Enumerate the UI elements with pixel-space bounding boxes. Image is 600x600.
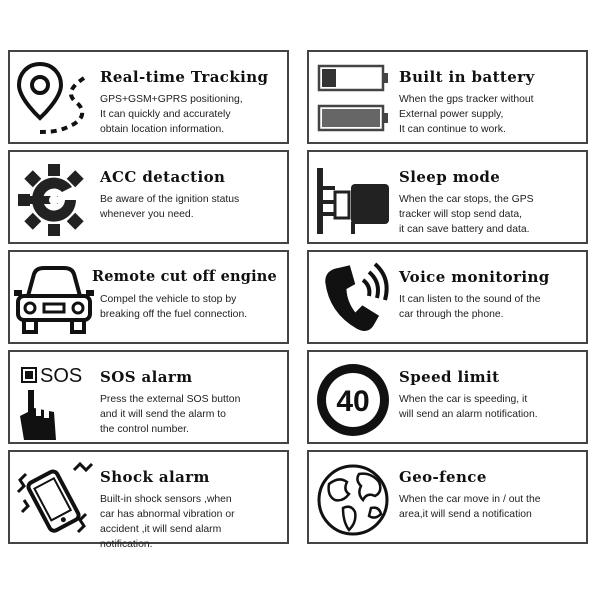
- feature-description: Press the external SOS button and it will send the alarm to the control number.: [100, 394, 241, 435]
- phone-vibration-icon: [14, 456, 94, 540]
- phone-sound-icon: [313, 256, 393, 340]
- feature-description: When the car move in / out the area,it will send a notification: [399, 494, 541, 520]
- feature-card-realtime-tracking: [8, 50, 289, 144]
- feature-card-speed-limit: [307, 350, 588, 444]
- feature-title: SOS alarm: [100, 368, 193, 386]
- sos-button-hand-icon: [14, 356, 94, 440]
- feature-card-acc-detection: [8, 150, 289, 244]
- feature-card-sos-alarm: [8, 350, 289, 444]
- feature-description: Be aware of the ignition status whenever you need.: [100, 194, 240, 220]
- sos-label: SOS: [40, 365, 83, 387]
- feature-card-sleep-mode: [307, 150, 588, 244]
- feature-card-geo-fence: [307, 450, 588, 544]
- feature-title: Geo-fence: [399, 468, 487, 486]
- feature-title: Voice monitoring: [399, 268, 550, 286]
- feature-title: Speed limit: [399, 368, 500, 386]
- feature-card-voice-monitoring: [307, 250, 588, 344]
- feature-title: ACC detaction: [100, 168, 226, 186]
- feature-description: When the car stops, the GPS tracker will stop send data, it can save battery and data.: [399, 194, 534, 235]
- feature-description: Built-in shock sensors ,when car has abnormal vibration or accident ,it will send alarm notification.: [100, 494, 235, 550]
- feature-description: Compel the vehicle to stop by breaking off the fuel connection.: [100, 294, 248, 320]
- speed-limit-value: 40: [336, 385, 370, 418]
- speed-limit-sign-icon: [313, 356, 393, 440]
- feature-card-remote-cut-off: [8, 250, 289, 344]
- map-pin-route-icon: [14, 56, 94, 140]
- feature-title: Remote cut off engine: [92, 268, 277, 285]
- feature-card-built-in-battery: [307, 50, 588, 144]
- ignition-gear-icon: [14, 156, 94, 240]
- feature-title: Real-time Tracking: [100, 68, 269, 86]
- globe-icon: [313, 456, 393, 540]
- feature-description: GPS+GSM+GPRS positioning, It can quickly and accurately obtain location information.: [100, 94, 243, 135]
- feature-description: It can listen to the sound of the car through the phone.: [399, 294, 541, 320]
- feature-card-shock-alarm: [8, 450, 289, 550]
- battery-icon: [313, 56, 393, 140]
- bed-sleep-icon: [313, 156, 393, 240]
- car-front-icon: [14, 256, 94, 340]
- feature-title: Built in battery: [399, 68, 535, 86]
- feature-title: Shock alarm: [100, 468, 210, 486]
- feature-description: When the car is speeding, it will send an alarm notification.: [399, 394, 538, 420]
- feature-title: Sleep mode: [399, 168, 501, 186]
- feature-description: When the gps tracker without External power supply, It can continue to work.: [399, 94, 534, 135]
